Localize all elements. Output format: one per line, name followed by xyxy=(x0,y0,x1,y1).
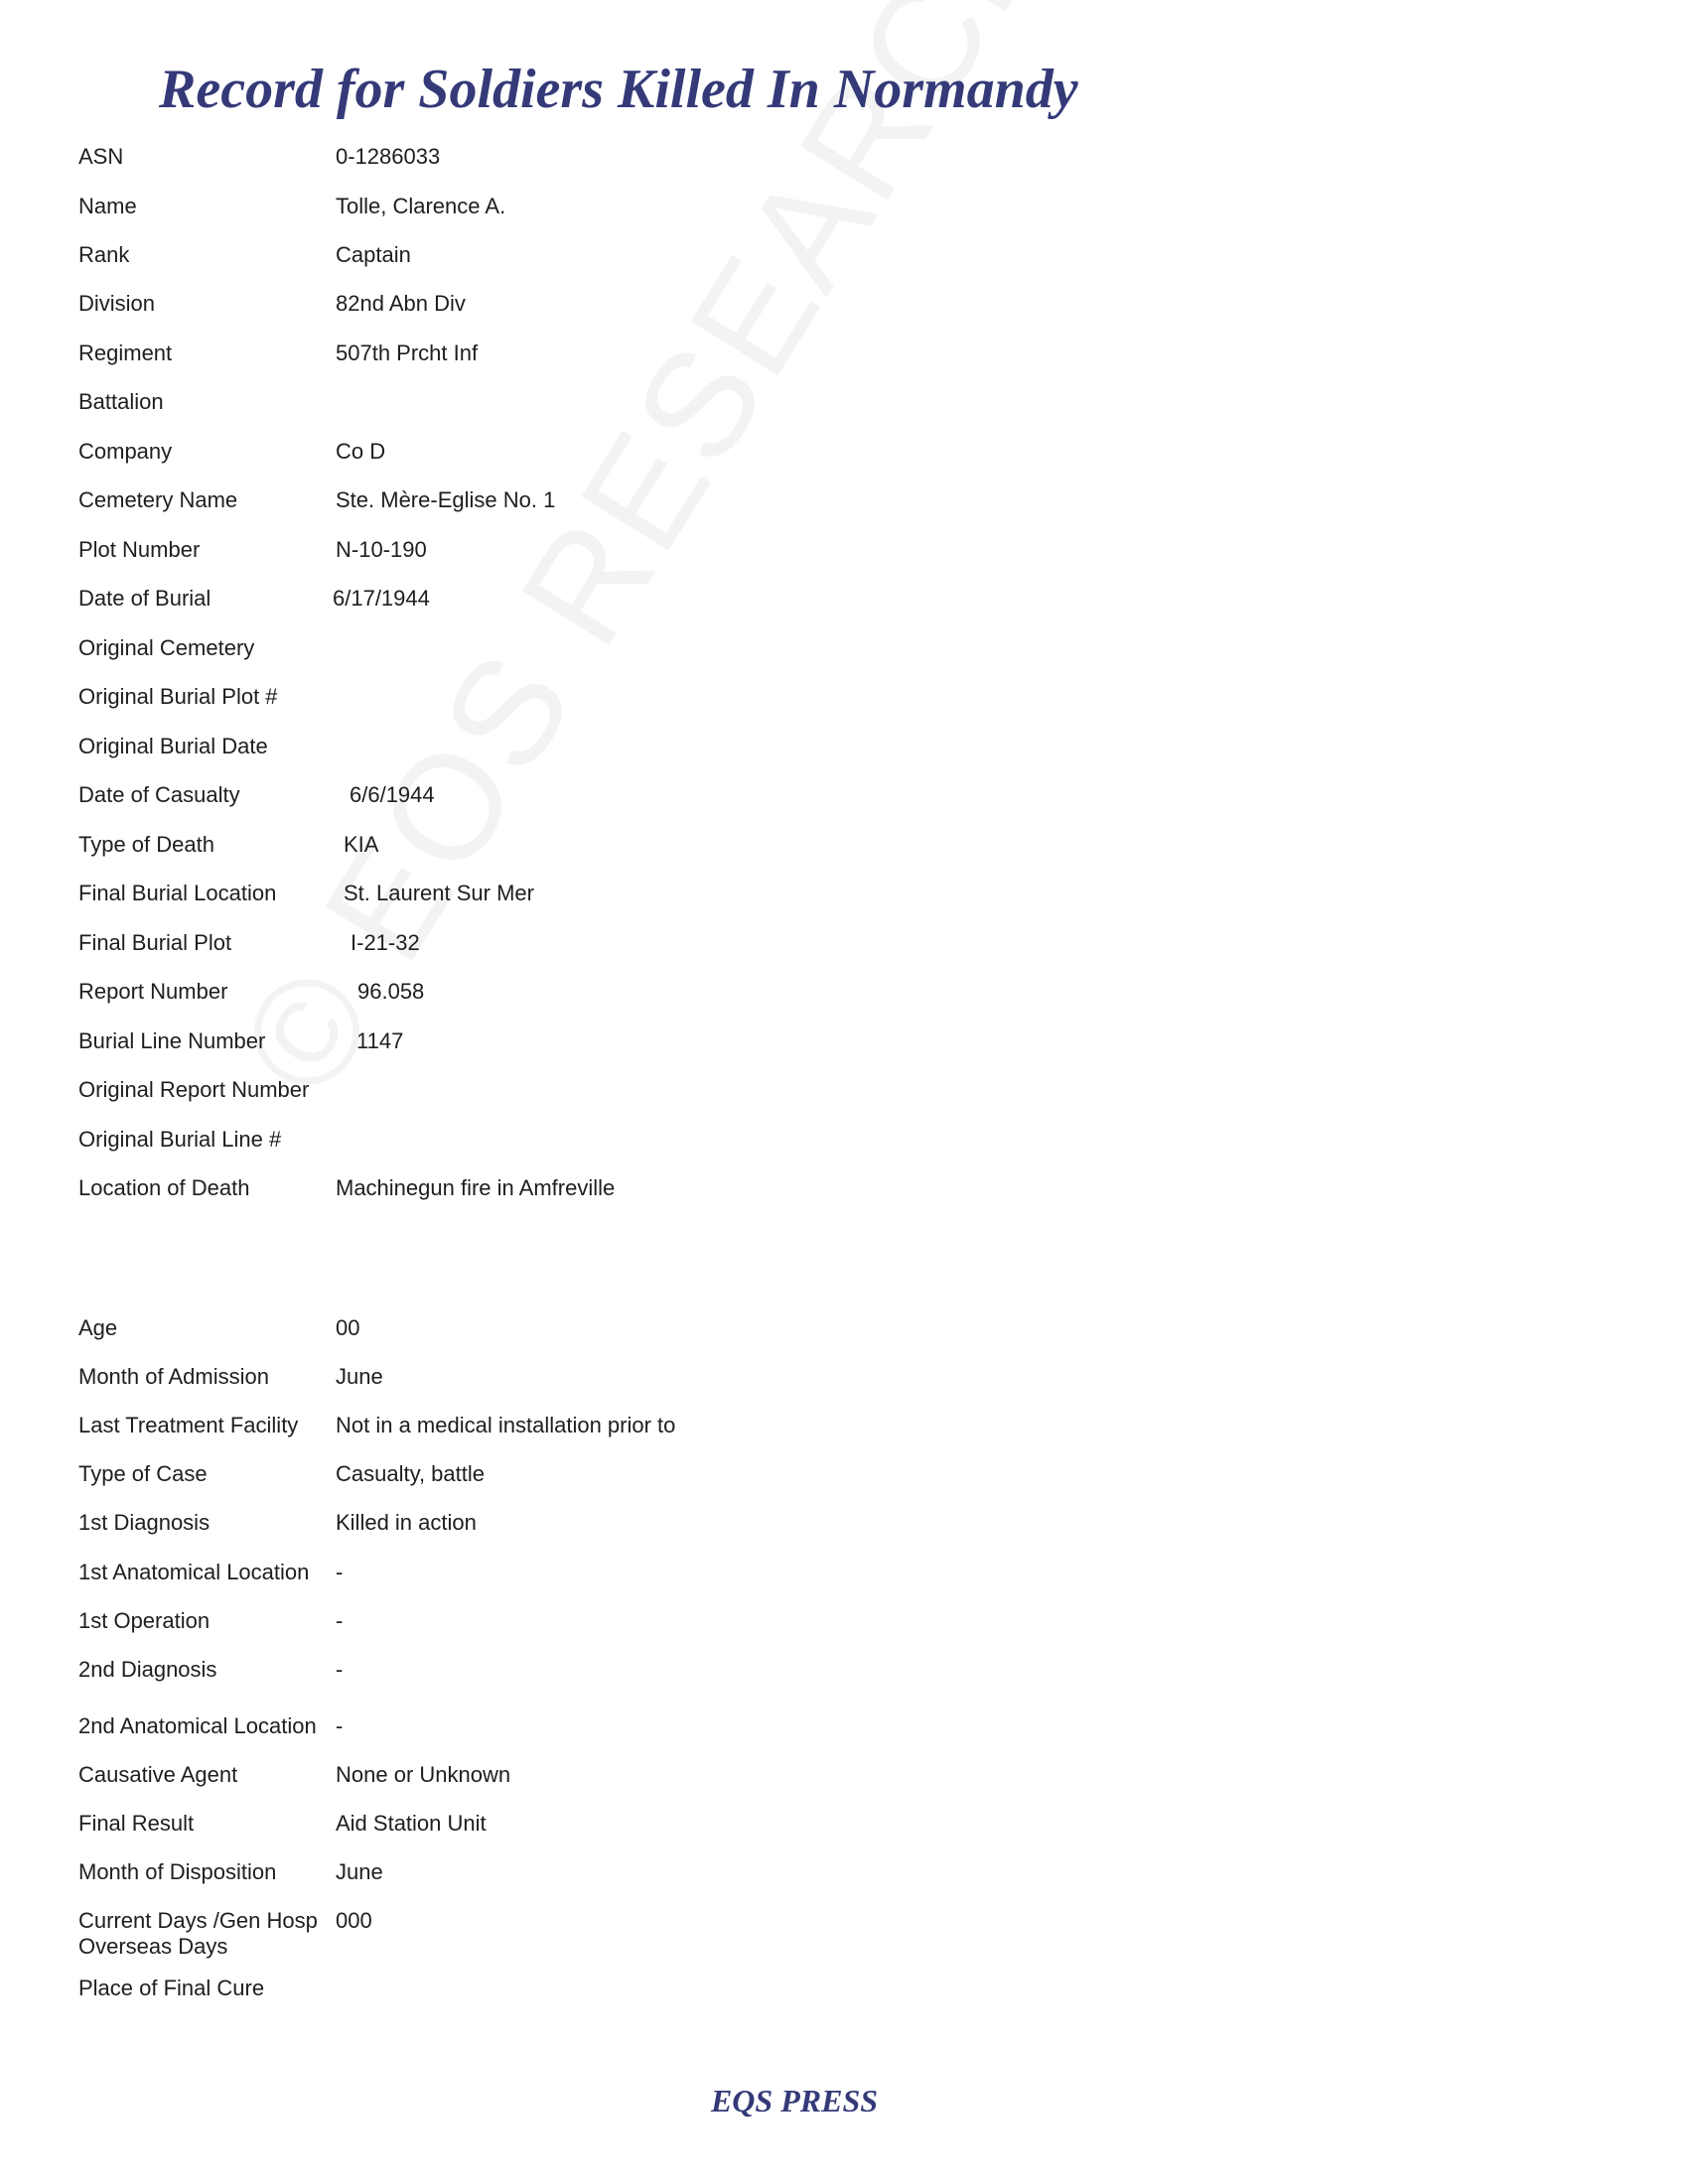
field-label: Location of Death xyxy=(78,1175,250,1200)
field-value: - xyxy=(336,1657,344,1682)
field-value: Casualty, battle xyxy=(336,1461,486,1486)
field-row-1st-diagnosis xyxy=(78,1510,972,1542)
field-row-1st-operation xyxy=(78,1608,972,1640)
field-row-division xyxy=(78,291,972,323)
field-row-final-result xyxy=(78,1811,972,1843)
field-row-causative-agent xyxy=(78,1762,972,1794)
field-label: 1st Diagnosis xyxy=(78,1510,211,1535)
field-label: Original Burial Date xyxy=(78,734,268,758)
field-row-battalion xyxy=(78,389,972,421)
field-label: Overseas Days xyxy=(78,1934,228,1959)
field-value: None or Unknown xyxy=(336,1762,511,1787)
field-value: Machinegun fire in Amfreville xyxy=(336,1175,616,1200)
field-label: 1st Anatomical Location xyxy=(78,1560,310,1584)
field-value: Killed in action xyxy=(336,1510,477,1535)
field-label: Report Number xyxy=(78,979,228,1004)
field-row-report-number xyxy=(78,979,972,1011)
field-value: Captain xyxy=(336,242,411,267)
field-label: Company xyxy=(78,439,173,464)
field-row-regiment xyxy=(78,341,972,372)
field-label: Final Burial Plot xyxy=(78,930,232,955)
field-label: 2nd Anatomical Location xyxy=(78,1713,317,1738)
field-label: Final Result xyxy=(78,1811,195,1836)
field-row-place-of-final-cure xyxy=(78,1976,972,2007)
field-value: KIA xyxy=(344,832,379,857)
field-row-month-of-disposition xyxy=(78,1859,972,1891)
field-label: Original Report Number xyxy=(78,1077,310,1102)
field-row-rank xyxy=(78,242,972,274)
field-value: Co D xyxy=(336,439,386,464)
field-label: Final Burial Location xyxy=(78,881,277,905)
field-value: 96.058 xyxy=(357,979,425,1004)
footer-publisher: EQS PRESS xyxy=(710,2083,879,2118)
field-value: Not in a medical installation prior to xyxy=(336,1413,676,1437)
field-row-date-of-casualty xyxy=(78,782,972,814)
field-label: Name xyxy=(78,194,137,218)
field-label: Division xyxy=(78,291,156,316)
field-row-type-of-death xyxy=(78,832,972,864)
field-row-2nd-diagnosis xyxy=(78,1657,972,1689)
field-label: Battalion xyxy=(78,389,164,414)
field-row-cemetery-name xyxy=(78,487,972,519)
field-value: 82nd Abn Div xyxy=(336,291,466,316)
field-value: 0-1286033 xyxy=(336,144,441,169)
field-row-location-of-death xyxy=(78,1175,972,1207)
field-label: Rank xyxy=(78,242,130,267)
field-value: - xyxy=(336,1560,344,1584)
field-label: Last Treatment Facility xyxy=(78,1413,299,1437)
field-row-final-burial-plot xyxy=(78,930,972,962)
field-row-name xyxy=(78,194,972,225)
field-label: Original Burial Plot # xyxy=(78,684,278,709)
field-label: Month of Admission xyxy=(78,1364,269,1389)
field-label: Type of Case xyxy=(78,1461,208,1486)
field-label: Original Burial Line # xyxy=(78,1127,282,1152)
field-value: N-10-190 xyxy=(336,537,427,562)
field-row-company xyxy=(78,439,972,471)
page-title: Record for Soldiers Killed In Normandy xyxy=(159,59,1078,120)
field-value: June xyxy=(336,1859,383,1884)
field-value: - xyxy=(336,1713,344,1738)
field-value: 507th Prcht Inf xyxy=(336,341,479,365)
field-value: I-21-32 xyxy=(351,930,420,955)
field-row-original-burial-date xyxy=(78,734,972,765)
field-value: 000 xyxy=(336,1908,372,1933)
field-label: Causative Agent xyxy=(78,1762,238,1787)
field-label: Date of Casualty xyxy=(78,782,240,807)
field-value: 6/17/1944 xyxy=(333,586,430,611)
field-value: June xyxy=(336,1364,383,1389)
field-label: Month of Disposition xyxy=(78,1859,277,1884)
field-value: Ste. Mère-Eglise No. 1 xyxy=(336,487,556,512)
field-label: ASN xyxy=(78,144,124,169)
field-label: Burial Line Number xyxy=(78,1028,266,1053)
field-label: Plot Number xyxy=(78,537,201,562)
field-value: Aid Station Unit xyxy=(336,1811,487,1836)
field-value: St. Laurent Sur Mer xyxy=(344,881,534,905)
field-row-last-treatment-facility xyxy=(78,1413,972,1444)
field-row-final-burial-location xyxy=(78,881,972,912)
field-label: 2nd Diagnosis xyxy=(78,1657,217,1682)
field-label: Type of Death xyxy=(78,832,214,857)
field-value: Tolle, Clarence A. xyxy=(336,194,506,218)
field-row-asn xyxy=(78,144,972,176)
field-row-overseas-days xyxy=(78,1934,972,1966)
field-value: 1147 xyxy=(356,1028,404,1053)
field-row-age xyxy=(78,1315,972,1347)
field-row-burial-line-number xyxy=(78,1028,972,1060)
field-label: Place of Final Cure xyxy=(78,1976,265,2000)
field-row-original-report-number xyxy=(78,1077,972,1109)
field-row-original-cemetery xyxy=(78,635,972,667)
field-row-date-of-burial xyxy=(78,586,972,617)
field-row-plot-number xyxy=(78,537,972,569)
field-value: - xyxy=(336,1608,344,1633)
field-label: Regiment xyxy=(78,341,173,365)
field-label: Original Cemetery xyxy=(78,635,255,660)
field-label: Date of Burial xyxy=(78,586,211,611)
field-row-month-of-admission xyxy=(78,1364,972,1396)
field-value: 6/6/1944 xyxy=(350,782,435,807)
field-label: Cemetery Name xyxy=(78,487,238,512)
field-row-type-of-case xyxy=(78,1461,972,1493)
field-row-original-burial-line xyxy=(78,1127,972,1159)
field-row-original-burial-plot xyxy=(78,684,972,716)
field-row-1st-anatomical-location xyxy=(78,1560,972,1591)
field-row-2nd-anatomical-location xyxy=(78,1713,972,1745)
field-label: Age xyxy=(78,1315,118,1340)
field-label: 1st Operation xyxy=(78,1608,211,1633)
field-value: 00 xyxy=(336,1315,360,1340)
field-label: Current Days /Gen Hosp xyxy=(78,1908,318,1933)
